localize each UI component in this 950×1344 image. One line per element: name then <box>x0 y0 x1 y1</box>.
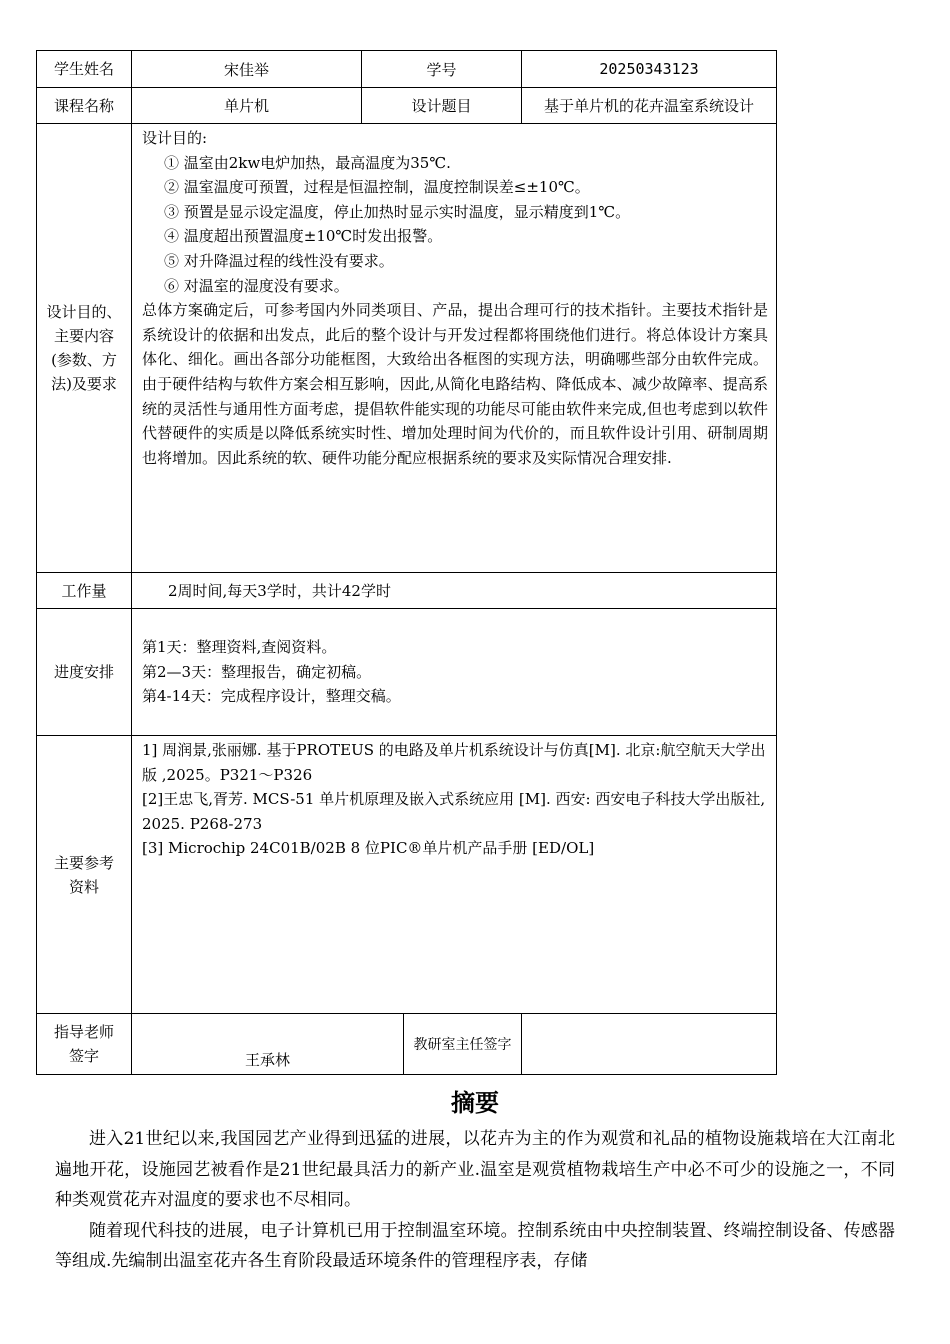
reference-item: 1] 周润景,张丽娜. 基于PROTEUS 的电路及单片机系统设计与仿真[M]. 北京:航空航天大学出版 ,2025。P321～P326 <box>142 741 766 784</box>
advisor-label: 指导老师签字 <box>37 1014 132 1075</box>
purpose-label: 设计目的、主要内容(参数、方法)及要求 <box>37 124 132 573</box>
course-value: 单片机 <box>132 88 362 124</box>
goal-item: ② 温室温度可预置，过程是恒温控制，温度控制误差≤±10℃。 <box>164 178 590 197</box>
reference-item: [3] Microchip 24C01B/02B 8 位PIC®单片机产品手册 [ED/OL] <box>142 839 595 858</box>
abstract-body <box>55 1124 895 1277</box>
course-label: 课程名称 <box>37 88 132 124</box>
workload-value: 2周时间,每天3学时，共计42学时 <box>132 573 777 609</box>
assignment-form-table <box>36 50 777 1075</box>
goal-item: ③ 预置是显示设定温度，停止加热时显示实时温度，显示精度到1℃。 <box>164 202 631 221</box>
purpose-body: 总体方案确定后，可参考国内外同类项目、产品，提出合理可行的技术指针。主要技术指针是系统设计的依据和出发点，此后的整个设计与开发过程都将围绕他们进行。将总体设计方案具体化、细化。画出各部分功能框图，大致给出各框图的实现方法，明确哪些部分由软件完成。由于硬件结构与软件方案会相互影响，因此,从简化电路结构、降低成本、减少故障率、提高系统的灵活性与通用性方面考虑，提倡软件能实现的功能尽可能由软件来完成,但也考虑到以软件代替硬件的实质是以降低系统实时性、增加处理时间为代价的，而且软件设计引用、研制周期也将增加。因此系统的软、硬件功能分配应根据系统的要求及实际情况合理安排. <box>142 301 769 467</box>
goal-item: ① 温室由2kw电炉加热，最高温度为35℃. <box>164 153 451 172</box>
goal-item: ⑥ 对温室的湿度没有要求。 <box>164 276 349 295</box>
workload-label: 工作量 <box>37 573 132 609</box>
schedule-label: 进度安排 <box>37 609 132 736</box>
abstract-title: 摘要 <box>451 1088 499 1117</box>
references-content <box>132 736 777 1014</box>
topic-label: 设计题目 <box>362 88 522 124</box>
purpose-heading: 设计目的: <box>142 129 208 147</box>
student-id-value: 20250343123 <box>522 51 777 88</box>
abstract-paragraph: 随着现代科技的进展，电子计算机已用于控制温室环境。控制系统由中央控制装置、终端控制设备、传感器等组成.先编制出温室花卉各生育阶段最适环境条件的管理程序表，存储 <box>55 1220 895 1271</box>
schedule-item: 第1天：整理资料,查阅资料。 <box>142 638 337 657</box>
advisor-signature: 王承林 <box>132 1014 404 1075</box>
references-label: 主要参考资料 <box>37 736 132 1014</box>
student-name-value: 宋佳举 <box>132 51 362 88</box>
reference-item: [2]王忠飞,胥芳. MCS-51 单片机原理及嵌入式系统应用 [M]. 西安: 西安电子科技大学出版社, 2025. P268-273 <box>142 790 766 833</box>
abstract-paragraph: 进入21世纪以来,我国园艺产业得到迅猛的进展，以花卉为主的作为观赏和礼品的植物设施栽培在大江南北遍地开花，设施园艺被看作是21世纪最具活力的新产业.温室是观赏植物栽培生产中必不可少的设施之一，不同种类观赏花卉对温度的要求也不尽相同。 <box>55 1129 895 1210</box>
schedule-item: 第4-14天：完成程序设计，整理交稿。 <box>142 687 401 706</box>
schedule-content <box>132 609 777 736</box>
goal-item: ④ 温度超出预置温度±10℃时发出报警。 <box>164 227 443 246</box>
student-id-label: 学号 <box>362 51 522 88</box>
purpose-content <box>132 124 777 573</box>
topic-value: 基于单片机的花卉温室系统设计 <box>522 88 777 124</box>
goal-item: ⑤ 对升降温过程的线性没有要求。 <box>164 251 394 270</box>
director-signature <box>522 1014 777 1075</box>
director-label: 教研室主任签字 <box>404 1014 522 1075</box>
student-name-label: 学生姓名 <box>37 51 132 88</box>
schedule-item: 第2—3天：整理报告，确定初稿。 <box>142 662 372 681</box>
